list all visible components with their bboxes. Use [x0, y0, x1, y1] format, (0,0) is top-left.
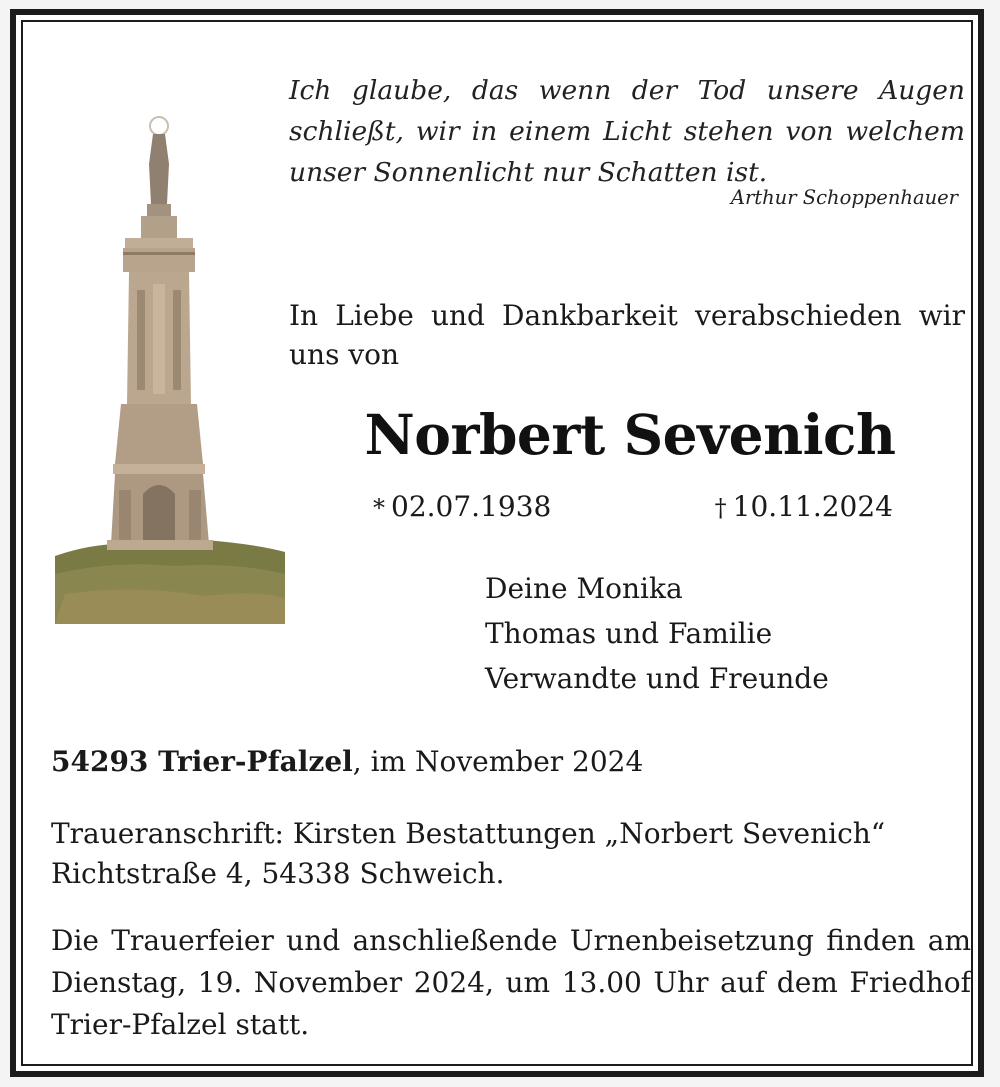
mourner-item: Thomas und Familie: [485, 617, 773, 650]
address-line-1: Traueranschrift: Kirsten Bestattungen „Norbert Sevenich“: [51, 817, 886, 850]
mourner-item: Deine Monika: [485, 572, 683, 605]
birth-symbol: *: [373, 494, 385, 522]
place-location: 54293 Trier-Pfalzel: [51, 745, 353, 778]
death-date-group: [715, 490, 893, 523]
place-date-line: [51, 745, 643, 778]
inner-border: [21, 20, 973, 1066]
birth-date-group: [373, 490, 551, 523]
quote-author: Arthur Schoppenhauer: [730, 186, 958, 209]
place-date: , im November 2024: [352, 745, 644, 778]
mourning-address: [51, 814, 971, 894]
deceased-name: Norbert Sevenich: [364, 402, 896, 467]
life-dates: [373, 490, 893, 523]
ceremony-text: Die Trauerfeier und anschließende Urnenbeisetzung finden am Dienstag, 19. November 2024, um 13.00 Uhr auf dem Friedhof Trier-Pfalzel statt.: [51, 924, 971, 1041]
birth-date: 02.07.1938: [391, 490, 552, 523]
intro-text: In Liebe und Dankbarkeit verabschieden wir uns von: [289, 299, 965, 371]
quote-text: Ich glaube, das wenn der Tod unsere Augen schließt, wir in einem Licht stehen von welchem unser Sonnenlicht nur Schatten ist.: [289, 75, 965, 188]
mourner-item: Verwandte und Freunde: [485, 662, 829, 695]
mourners-list: [485, 566, 829, 701]
obituary-frame: [10, 9, 984, 1077]
monument-image: [55, 104, 285, 624]
death-date: 10.11.2024: [732, 490, 893, 523]
address-line-2: Richtstraße 4, 54338 Schweich.: [51, 857, 505, 890]
cross-icon: †: [714, 494, 727, 522]
